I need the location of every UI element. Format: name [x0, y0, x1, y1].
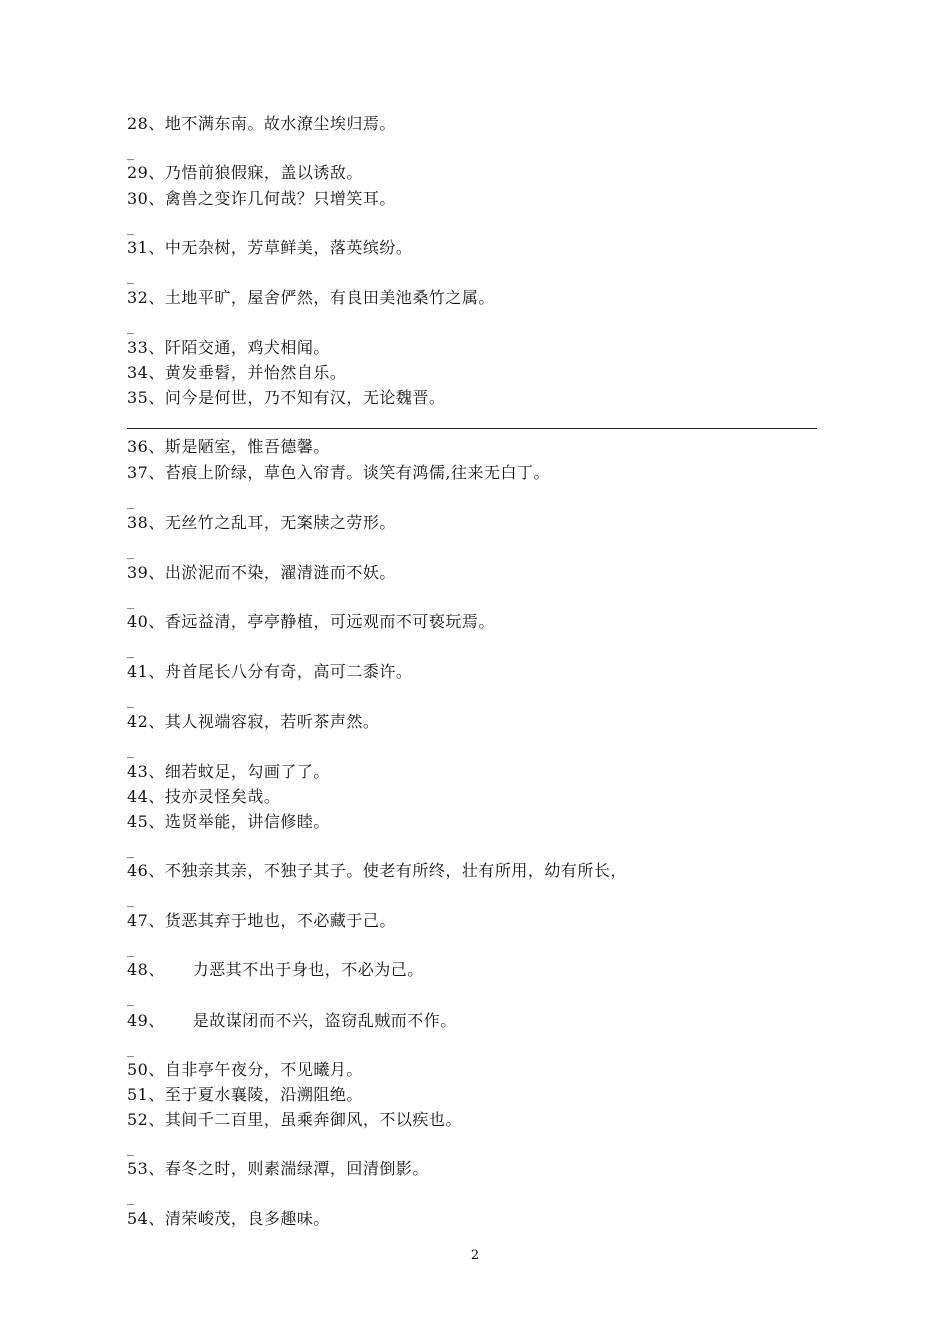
text-line: 39、出淤泥而不染，濯清涟而不妖。	[127, 563, 396, 582]
text-line: 47、货恶其弃于地也，不必藏于己。	[127, 911, 396, 930]
text-line: 40、香远益清，亭亭静植，可远观而不可亵玩焉。	[127, 612, 495, 631]
text-line: 41、舟首尾长八分有奇，高可二黍许。	[127, 662, 413, 681]
blank-mark: _	[127, 220, 134, 236]
text-line: 29、乃悟前狼假寐，盖以诱敌。	[127, 163, 363, 182]
blank-mark: _	[127, 1190, 134, 1206]
text-line: 46、不独亲其亲，不独子其子。使老有所终，壮有所用，幼有所长，	[127, 861, 627, 880]
blank-mark: _	[127, 693, 134, 709]
blank-mark: _	[127, 269, 134, 285]
blank-mark: _	[127, 1141, 134, 1157]
text-line: 35、问今是何世，乃不知有汉，无论魏晋。	[127, 388, 446, 407]
blank-mark: _	[127, 145, 134, 161]
text-line: 36、斯是陋室，惟吾德馨。	[127, 437, 330, 456]
text-line: 33、阡陌交通，鸡犬相闻。	[127, 338, 330, 357]
text-line: 50、自非亭午夜分，不见曦月。	[127, 1060, 363, 1079]
page-number: 2	[470, 1248, 480, 1263]
blank-mark: _	[127, 743, 134, 759]
text-line: 28、地不满东南。故水潦尘埃归焉。	[127, 114, 396, 133]
blank-mark: _	[127, 494, 134, 510]
text-line: 44、技亦灵怪矣哉。	[127, 787, 281, 806]
horizontal-rule	[127, 428, 817, 429]
blank-mark: _	[127, 892, 134, 908]
text-line: 43、细若蚊足，勾画了了。	[127, 762, 330, 781]
text-line: 30、禽兽之变诈几何哉？只增笑耳。	[127, 189, 396, 208]
text-line: 34、黄发垂髫，并怡然自乐。	[127, 363, 347, 382]
text-line: 54、清荣峻茂，良多趣味。	[127, 1209, 330, 1228]
text-line: 37、苔痕上阶绿，草色入帘青。谈笑有鸿儒,往来无白丁。	[127, 463, 550, 482]
text-line: 32、土地平旷，屋舍俨然，有良田美池桑竹之属。	[127, 288, 495, 307]
blank-mark: _	[127, 544, 134, 560]
text-line: 52、其间千二百里，虽乘奔御风，不以疾也。	[127, 1110, 462, 1129]
blank-mark: _	[127, 1042, 134, 1058]
blank-mark: _	[127, 319, 134, 335]
text-line: 31、中无杂树，芳草鲜美，落英缤纷。	[127, 238, 413, 257]
text-line: 49、 是故谋闭而不兴，盗窃乱贼而不作。	[127, 1011, 457, 1030]
text-line: 51、至于夏水襄陵，沿溯阻绝。	[127, 1085, 363, 1104]
text-line: 53、春冬之时，则素湍绿潭，回清倒影。	[127, 1159, 429, 1178]
blank-mark: _	[127, 843, 134, 859]
text-line: 45、选贤举能，讲信修睦。	[127, 812, 330, 831]
blank-mark: _	[127, 594, 134, 610]
text-line: 42、其人视端容寂，若听茶声然。	[127, 712, 380, 731]
blank-mark: _	[127, 942, 134, 958]
text-line: 38、无丝竹之乱耳，无案牍之劳形。	[127, 513, 396, 532]
text-line: 48、 力恶其不出于身也，不必为己。	[127, 960, 424, 979]
blank-mark: _	[127, 991, 134, 1007]
blank-mark: _	[127, 643, 134, 659]
